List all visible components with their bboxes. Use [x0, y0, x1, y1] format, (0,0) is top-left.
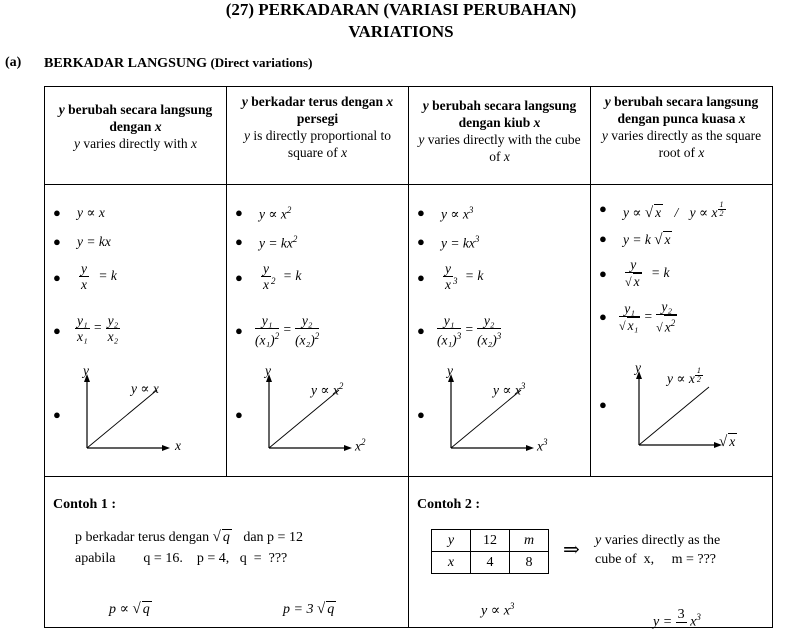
table-cell: x [432, 552, 471, 574]
c4-axis-y: y [635, 360, 641, 375]
body-cell-4 [591, 185, 773, 477]
example-2-text-2: cube of x, m = ??? [595, 552, 717, 567]
bullet-icon: ● [53, 323, 61, 338]
hdr1-en-var: y [74, 136, 81, 151]
hdr4-malay: berubah secara langsung dengan punca kuasa [610, 94, 759, 126]
example-1-cell [45, 477, 409, 628]
hdr3-en-var: y [418, 132, 425, 147]
c3-axis-y: y [447, 363, 453, 378]
table-cell: 12 [471, 530, 510, 552]
bullet-icon: ● [599, 231, 607, 246]
hdr3-malay: berubah secara langsung dengan kiub [428, 98, 577, 130]
c1-equation: y = kx [77, 234, 111, 249]
sqrt-icon: √ [316, 601, 326, 617]
header-cell-4 [591, 87, 773, 185]
hdr1-en: varies directly with [83, 136, 188, 151]
body-cell-2 [227, 185, 409, 477]
sqrt-icon: √ [654, 232, 663, 248]
section-title: BERKADAR LANGSUNG [44, 56, 207, 71]
c1-axis-y: y [83, 363, 89, 378]
c4-ratio-equality: $\frac{\text{y₁}}{\text{√ x₁}}$ = $\frac{\text{y₂}}{√ x^2}$ [619, 299, 676, 335]
example-1-title: Contoh 1 : [53, 497, 117, 512]
hdr4-en-x: x [698, 145, 705, 160]
bullet-icon: ● [235, 407, 243, 422]
c4-equation: y = k √ x [623, 232, 671, 248]
hdr2-en-var: y [244, 128, 250, 143]
bullet-icon: ● [599, 201, 607, 216]
hdr4-en: varies directly as the square root of [611, 128, 762, 160]
hdr3-en-x: x [503, 149, 510, 164]
c2-ratio-equality: $\frac{\text{y₁}}{(x_1)^2}$ = $\frac{\text{y₂}}{(x_2)^2}$ [255, 313, 320, 348]
hdr1-malay: berubah secara langsung dengan [64, 102, 213, 134]
bullet-icon: ● [235, 270, 243, 285]
example-2-text-1: y varies directly as the [595, 533, 721, 548]
hdr4-en-var: y [601, 128, 608, 143]
sqrt-icon: √ [625, 275, 632, 289]
table-cell: y [432, 530, 471, 552]
hdr1-var: y [58, 102, 65, 117]
example-2-title: Contoh 2 : [417, 497, 481, 512]
page-subtitle: VARIATIONS [348, 22, 454, 41]
table-cell: 4 [471, 552, 510, 574]
bullet-icon: ● [235, 205, 243, 220]
bullet-icon: ● [53, 205, 61, 220]
c4-graph-label: y ∝ x $^{\frac{1}{2}}$ [667, 366, 701, 387]
c3-equation: $y = kx^3$ [441, 234, 480, 251]
example-2-value-table [431, 529, 549, 574]
bullet-icon: ● [53, 407, 61, 422]
hdr3-en: varies directly with the cube of [427, 132, 581, 164]
example-1-work-1: p ∝ √ q [109, 601, 150, 617]
bullet-icon: ● [235, 323, 243, 338]
c3-ratio-equality: $\frac{\text{y₁}}{(x_1)^3}$ = $\frac{\text{y₂}}{(x_2)^3}$ [437, 313, 502, 348]
hdr3-var: y [422, 98, 429, 113]
sqrt-icon: √ [656, 320, 663, 335]
implies-arrow-icon: ⇒ [563, 539, 580, 561]
hdr3-var-x: x [533, 115, 541, 130]
bullet-icon: ● [417, 407, 425, 422]
c2-axis-y: y [265, 363, 271, 378]
bullet-icon: ● [53, 234, 61, 249]
table-cell: 8 [510, 552, 549, 574]
example-1-work-2: p = 3 √ q [283, 601, 335, 617]
c2-ratio: $\frac{y}{x}$ $^2$ = k [263, 261, 302, 292]
sqrt-icon: √ [719, 434, 728, 450]
c1-graph-label: y ∝ x [131, 381, 159, 396]
sqrt-icon: √ [644, 205, 654, 222]
header-cell-2 [227, 87, 409, 185]
bullet-icon: ● [417, 205, 425, 220]
c4-axis-x: √ x [719, 434, 736, 450]
page-title: (27) PERKADARAN (VARIASI PERUBAHAN) [225, 0, 577, 19]
hdr1-en-x: x [190, 136, 197, 151]
c1-ratio-equality: $\frac{\text{y₁}}{\text{x₁}}$ = $\frac{\text{y₂}}{\text{x₂}}$ [77, 313, 119, 344]
header-cell-1 [45, 87, 227, 185]
hdr2-en: is directly proportional to square of [253, 128, 391, 160]
c3-axis-x: $x^3$ [537, 437, 548, 454]
bullet-icon: ● [417, 323, 425, 338]
hdr2-malay: berkadar terus dengan [247, 94, 383, 109]
hdr4-var: y [604, 94, 611, 109]
hdr2-var-x: x [386, 94, 394, 109]
c4-ratio: $\frac{y}{√ x}$ = k [625, 257, 670, 289]
example-1-line-2: apabila q = 16. p = 4, q = ??? [75, 551, 288, 566]
c2-axis-x: $x^2$ [355, 437, 366, 454]
bullet-icon: ● [599, 266, 607, 281]
bullet-icon: ● [417, 234, 425, 249]
example-2-cell [409, 477, 773, 628]
c4-proportion: y ∝ √ x / y ∝ x $^{\frac{1}{2}}$ [623, 200, 724, 222]
bullet-icon: ● [599, 397, 607, 412]
c2-equation: $y = kx^2$ [259, 234, 298, 251]
hdr4-var-x: x [738, 111, 746, 126]
sqrt-icon: √ [619, 318, 626, 333]
example-2-work-2: y = 3 $x^3$ [653, 607, 701, 630]
bullet-icon: ● [235, 234, 243, 249]
hdr1-var-x: x [154, 119, 162, 134]
c1-axis-x: x [175, 438, 181, 453]
variation-table [44, 86, 773, 628]
c3-graph-label: $y \propto x^3$ [493, 381, 526, 398]
body-cell-1 [45, 185, 227, 477]
body-cell-3 [409, 185, 591, 477]
header-cell-3 [409, 87, 591, 185]
c1-ratio: $\frac{y}{x}$ = k [81, 261, 117, 292]
c3-proportion: $y \propto x^3$ [441, 205, 474, 222]
example-1-line-1: p berkadar terus dengan √ q dan p = 12 [75, 529, 303, 545]
section-heading [44, 55, 312, 72]
c3-ratio: $\frac{y}{x}$ $^3$ = k [445, 261, 484, 292]
section-label: (a) [5, 55, 22, 70]
example-2-work-1: $y \propto x^3$ [481, 601, 515, 619]
sqrt-icon: √ [132, 601, 141, 617]
sqrt-icon: √ [212, 529, 221, 545]
table-cell: m [510, 530, 549, 552]
bullet-icon: ● [53, 270, 61, 285]
c2-graph-label: $y \propto x^2$ [311, 381, 344, 398]
bullet-icon: ● [417, 270, 425, 285]
c2-proportion: $y \propto x^2$ [259, 205, 292, 222]
hdr2-en-x: x [341, 145, 348, 160]
hdr2-var: y [241, 94, 248, 109]
c1-proportion: y ∝ x [77, 205, 105, 220]
section-subtitle: (Direct variations) [210, 55, 313, 70]
bullet-icon: ● [599, 309, 607, 324]
hdr2-malay-end: persegi [296, 111, 339, 126]
